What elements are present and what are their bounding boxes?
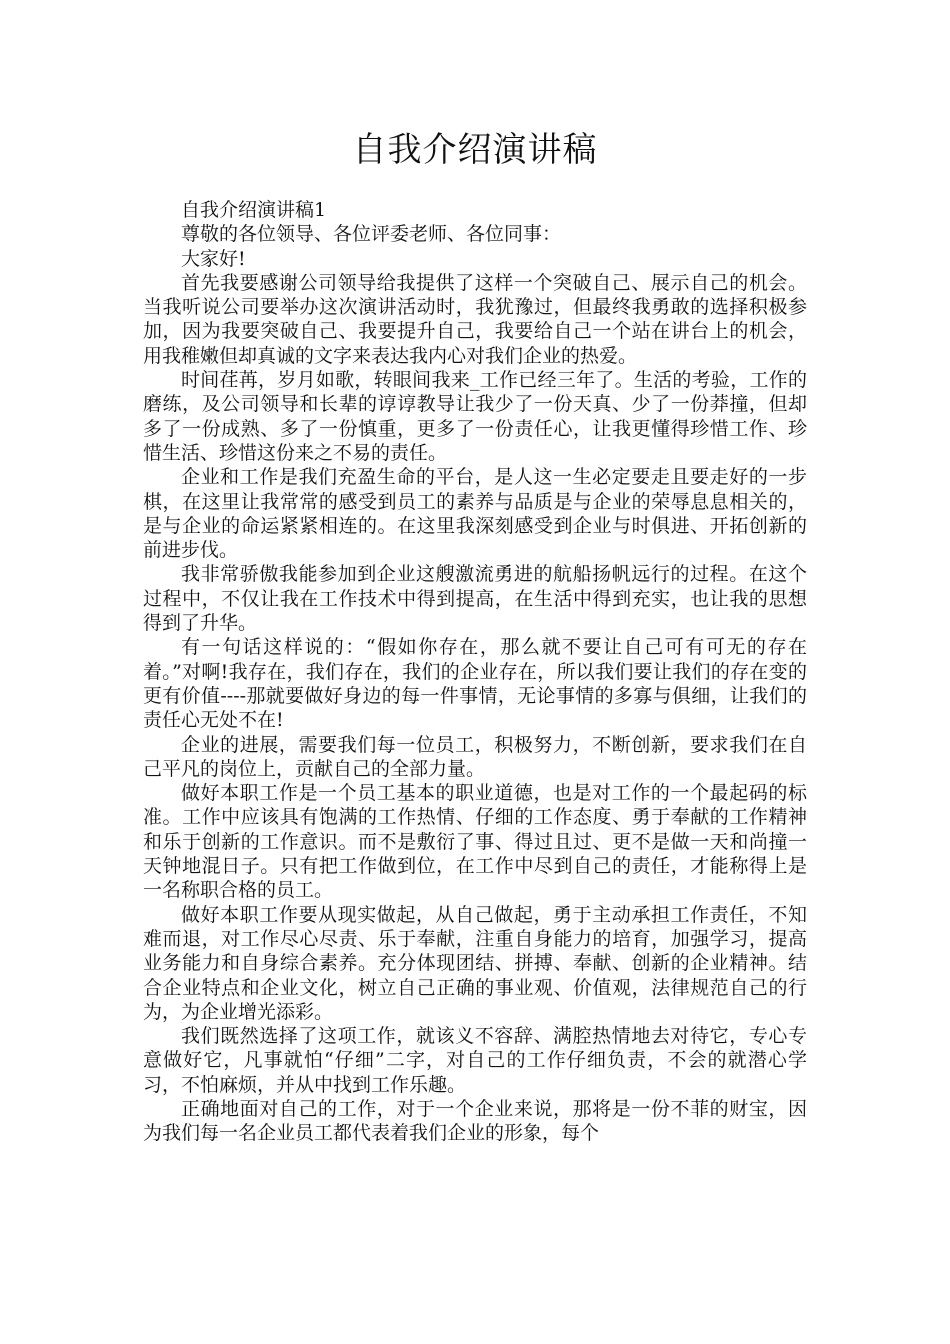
paragraph: 我非常骄傲我能参加到企业这艘激流勇进的航船扬帆远行的过程。在这个过程中，不仅让我在工作技术中得到提高，在生活中得到充实，也让我的思想得到了升华。 (143, 563, 807, 635)
paragraph: 做好本职工作是一个员工基本的职业道德，也是对工作的一个最起码的标准。工作中应该具有饱满的工作热情、仔细的工作态度、勇于奉献的工作精神和乐于创新的工作意识。而不是敷衍了事、得过且过、更不是做一天和尚撞一天钟地混日子。只有把工作做到位，在工作中尽到自己的责任，才能称得上是一名称职合格的员工。 (143, 782, 807, 902)
paragraph: 首先我要感谢公司领导给我提供了这样一个突破自己、展示自己的机会。当我听说公司要举办这次演讲活动时，我犹豫过，但最终我勇敢的选择积极参加，因为我要突破自己、我要提升自己，我要给自己一个站在讲台上的机会，用我稚嫩但却真诚的文字来表达我内心对我们企业的热爱。 (143, 271, 807, 367)
paragraph-subtitle: 自我介绍演讲稿1 (181, 199, 327, 221)
paragraph: 时间荏苒，岁月如歌，转眼间我来_工作已经三年了。生活的考验，工作的磨练，及公司领导和长辈的谆谆教导让我少了一份天真、少了一份莽撞，但却多了一份成熟、多了一份慎重，更多了一份责任心，让我更懂得珍惜工作、珍惜生活、珍惜这份来之不易的责任。 (143, 369, 807, 464)
paragraph: 有一句话这样说的：“假如你存在，那么就不要让自己可有可无的存在着。”对啊!我存在，我们存在，我们的企业存在，所以我们要让我们的存在变的更有价值----那就要做好身边的每一件事情，无论事情的多寡与俱细，让我们的责任心无处不在! (143, 636, 807, 732)
document-title: 自我介绍演讲稿 (352, 130, 598, 170)
paragraph-greeting: 大家好! (181, 247, 246, 270)
paragraph-salutation: 尊敬的各位领导、各位评委老师、各位同事： (181, 223, 562, 246)
paragraph: 企业的进展，需要我们每一位员工，积极努力，不断创新，要求我们在自己平凡的岗位上，贡献自己的全部力量。 (143, 733, 807, 780)
paragraph: 我们既然选择了这项工作，就该义不容辞、满腔热情地去对待它，专心专意做好它，凡事就怕“仔细”二字，对自己的工作仔细负责，不会的就潜心学习，不怕麻烦，并从中找到工作乐趣。 (143, 1025, 807, 1096)
paragraph: 正确地面对自己的工作，对于一个企业来说，那将是一份不菲的财宝，因为我们每一名企业员工都代表着我们企业的形象，每个 (143, 1097, 807, 1145)
paragraph: 做好本职工作要从现实做起，从自己做起，勇于主动承担工作责任，不知难而退，对工作尽心尽责、乐于奉献，注重自身能力的培育，加强学习，提高业务能力和自身综合素养。充分体现团结、拼搏、奉献、创新的企业精神。结合企业特点和企业文化，树立自己正确的事业观、价值观，法律规范自己的行为，为企业增光添彩。 (143, 903, 807, 1023)
paragraph: 企业和工作是我们充盈生命的平台，是人这一生必定要走且要走好的一步棋，在这里让我常常的感受到员工的素养与品质是与企业的荣辱息息相关的，是与企业的命运紧紧相连的。在这里我深刻感受到企业与时俱进、开拓创新的前进步伐。 (143, 466, 807, 562)
document-body (143, 198, 807, 1146)
